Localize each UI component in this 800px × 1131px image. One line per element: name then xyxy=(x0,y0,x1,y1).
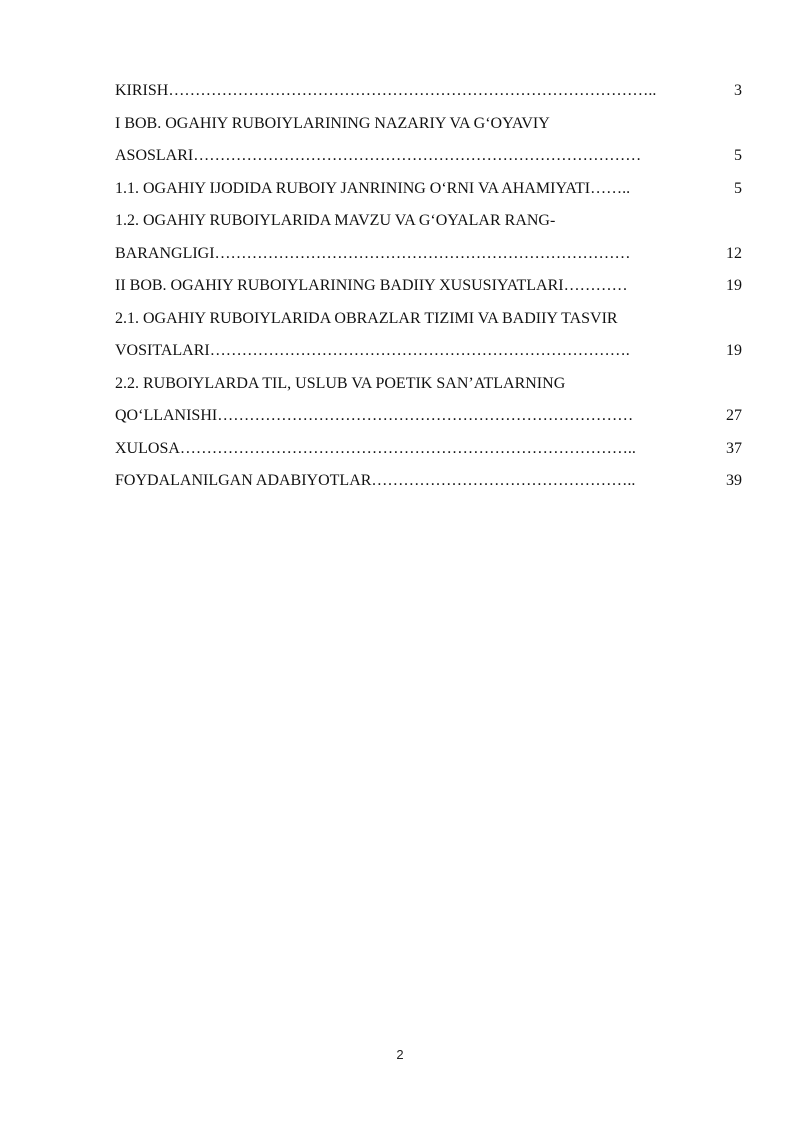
toc-entry-text: I BOB. OGAHIY RUBOIYLARINING NAZARIY VA G‘OYAVIY xyxy=(115,114,550,132)
toc-entry-section-2-1-cont xyxy=(115,335,742,368)
toc-entry-section-1-2-cont xyxy=(115,238,742,271)
toc-entry-text: BARANGLIGI…………………………………………………………………… xyxy=(115,244,631,262)
toc-entry-text: FOYDALANILGAN ADABIYOTLAR………………………………………….. xyxy=(115,472,636,489)
toc-entry-chapter-2 xyxy=(115,270,742,303)
toc-entry-text: KIRISH……………………………………………………………………………….. xyxy=(115,82,657,99)
toc-entry-page: 27 xyxy=(726,407,742,424)
toc-entry-page: 5 xyxy=(734,147,742,164)
toc-entry-text: 2.1. OGAHIY RUBOIYLARIDA OBRAZLAR TIZIMI VA BADIIY TASVIR xyxy=(115,309,618,327)
toc-entry-chapter-1-cont xyxy=(115,140,742,173)
toc-entry-text: VOSITALARI……………………………………………………………………. xyxy=(115,342,630,359)
toc-entry-page: 19 xyxy=(726,277,742,294)
toc-entry-chapter-1 xyxy=(115,108,742,141)
toc-entry-page: 3 xyxy=(734,82,742,99)
toc-entry-text: 1.2. OGAHIY RUBOIYLARIDA MAVZU VA G‘OYALAR RANG- xyxy=(115,212,556,229)
toc-entry-xulosa xyxy=(115,433,742,466)
toc-entry-section-1-2 xyxy=(115,205,742,238)
toc-entry-text: II BOB. OGAHIY RUBOIYLARINING BADIIY XUSUSIYATLARI………… xyxy=(115,277,628,294)
toc-entry-text: 2.2. RUBOIYLARDA TIL, USLUB VA POETIK SAN’ATLARNING xyxy=(115,374,566,392)
toc-entry-section-2-2 xyxy=(115,368,742,401)
toc-entry-text: ASOSLARI………………………………………………………………………… xyxy=(115,147,642,164)
page-number: 2 xyxy=(396,1047,404,1062)
toc-entry-text: XULOSA………………………………………………………………………….. xyxy=(115,439,636,457)
toc-entry-page: 5 xyxy=(734,179,742,197)
toc-entry-page: 19 xyxy=(726,342,742,359)
toc-entry-text: QO‘LLANISHI…………………………………………………………………… xyxy=(115,407,634,424)
toc-entry-bibliography xyxy=(115,465,742,498)
toc-entry-text: 1.1. OGAHIY IJODIDA RUBOIY JANRINING O‘RNI VA AHAMIYATI…….. xyxy=(115,179,631,197)
toc-entry-kirish xyxy=(115,75,742,108)
toc-entry-page: 12 xyxy=(726,244,742,262)
toc-entry-section-2-1 xyxy=(115,303,742,336)
toc-entry-page: 39 xyxy=(726,472,742,489)
toc-entry-section-2-2-cont xyxy=(115,400,742,433)
table-of-contents xyxy=(115,75,742,498)
toc-entry-section-1-1 xyxy=(115,173,742,206)
toc-entry-page: 37 xyxy=(726,439,742,457)
